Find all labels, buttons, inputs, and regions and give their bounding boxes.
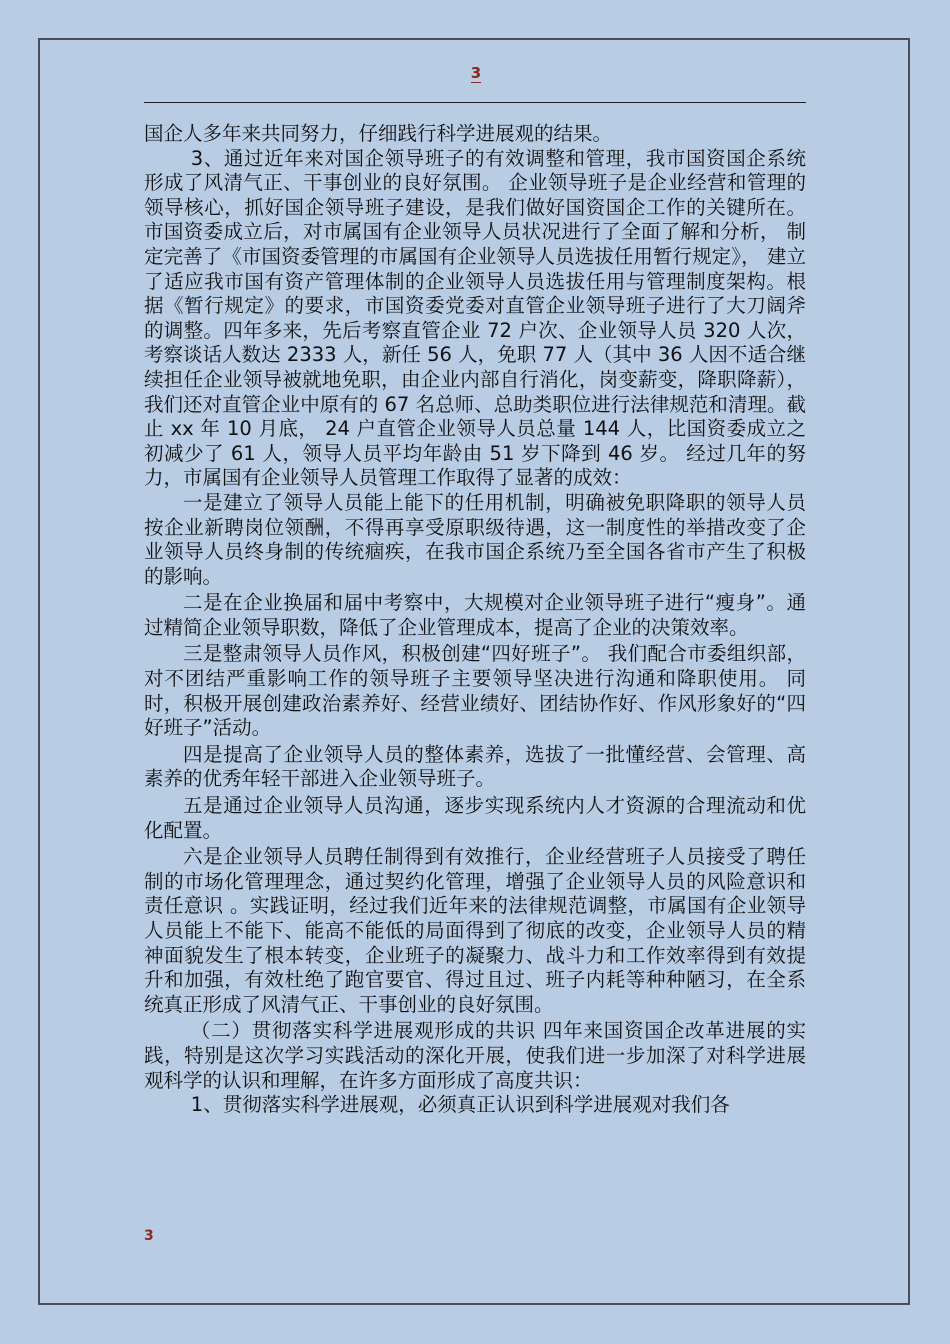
paragraph: 四是提高了企业领导人员的整体素养，选拔了一批懂经营、会管理、高素养的优秀年轻干部进入企业领导班子。 [144, 742, 806, 791]
paragraph: 1、贯彻落实科学进展观，必须真正认识到科学进展观对我们各 [190, 1093, 730, 1117]
paragraph: （二）贯彻落实科学进展观形成的共识 四年来国资国企改革进展的实践，特别是这次学习实践活动的深化开展，使我们进一步加深了对科学进展观科学的认识和理解，在许多方面形成了高度共识： [144, 1019, 806, 1092]
paragraph: 三是整肃领导人员作风，积极创建“四好班子”。 我们配合市委组织部，对不团结严重影响工作的领导班子主要领导坚决进行沟通和降职使用。 同时，积极开展创建政治素养好、经营业绩好、团结协作好、作风形象好的“四好班子”活动。 [144, 642, 806, 740]
paragraph: 二是在企业换届和届中考察中，大规模对企业领导班子进行“瘦身”。通过精简企业领导职数，降低了企业管理成本，提高了企业的决策效率。 [144, 591, 806, 639]
paragraph: 一是建立了领导人员能上能下的任用机制，明确被免职降职的领导人员按企业新聘岗位领酬，不得再享受原职级待遇，这一制度性的举措改变了企业领导人员终身制的传统痼疾，在我市国企系统乃至全国各省市产生了积极的影响。 [144, 490, 806, 588]
paragraph: 国企人多年来共同努力，仔细践行科学进展观的结果。 [144, 122, 613, 145]
header-page-number: 3 [470, 64, 482, 82]
document-body [144, 122, 806, 1118]
paragraph: 3、通过近年来对国企领导班子的有效调整和管理，我市国资国企系统形成了风清气正、干事创业的良好氛围。 企业领导班子是企业经营和管理的领导核心，抓好国企领导班子建设，是我们做好国资国企工作的关键所在。 市国资委成立后，对市属国有企业领导人员状况进行了全面了解和分析， 制定完善了《市国资委管理的市属国有企业领导人员选拔任用暂行规定》， 建立了适应我市国有资产管理体制的企业领导人员选拔任用与管理制度架构。根据《暂行规定》的要求，市国资委党委对直管企业领导班子进行了大刀阔斧的调整。四年多来，先后考察直管企业 72 户次、企业领导人员 320 人次，考察谈话人数达 2333 人，新任 56 人，免职 77 人（其中 36 人因不适合继续担任企业领导被就地免职，由企业内部自行消化，岗变薪变，降职降薪），我们还对直管企业中原有的 67 名总师、总助类职位进行法律规范和清理。截止 xx 年 10 月底， 24 户直管企业领导人员总量 144 人，比国资委成立之初减少了 61 人，领导人员平均年龄由 51 岁下降到 46 岁。 经过几年的努力，市属国有企业领导人员管理工作取得了显著的成效： [144, 146, 806, 490]
header-divider [144, 102, 806, 103]
paragraph: 六是企业领导人员聘任制得到有效推行，企业经营班子人员接受了聘任制的市场化管理理念，通过契约化管理，增强了企业领导人员的风险意识和责任意识 。实践证明，经过我们近年来的法律规范调整，市属国有企业领导人员能上不能下、能高不能低的局面得到了彻底的改变，企业领导人员的精神面貌发生了根本转变，企业班子的凝聚力、战斗力和工作效率得到有效提升和加强，有效杜绝了跑官要官、得过且过、班子内耗等种种陋习，在全系统真正形成了风清气正、干事创业的良好氛围。 [144, 845, 806, 1016]
footer-page-number: 3 [144, 1228, 154, 1244]
paragraph: 五是通过企业领导人员沟通，逐步实现系统内人才资源的合理流动和优化配置。 [144, 794, 806, 842]
